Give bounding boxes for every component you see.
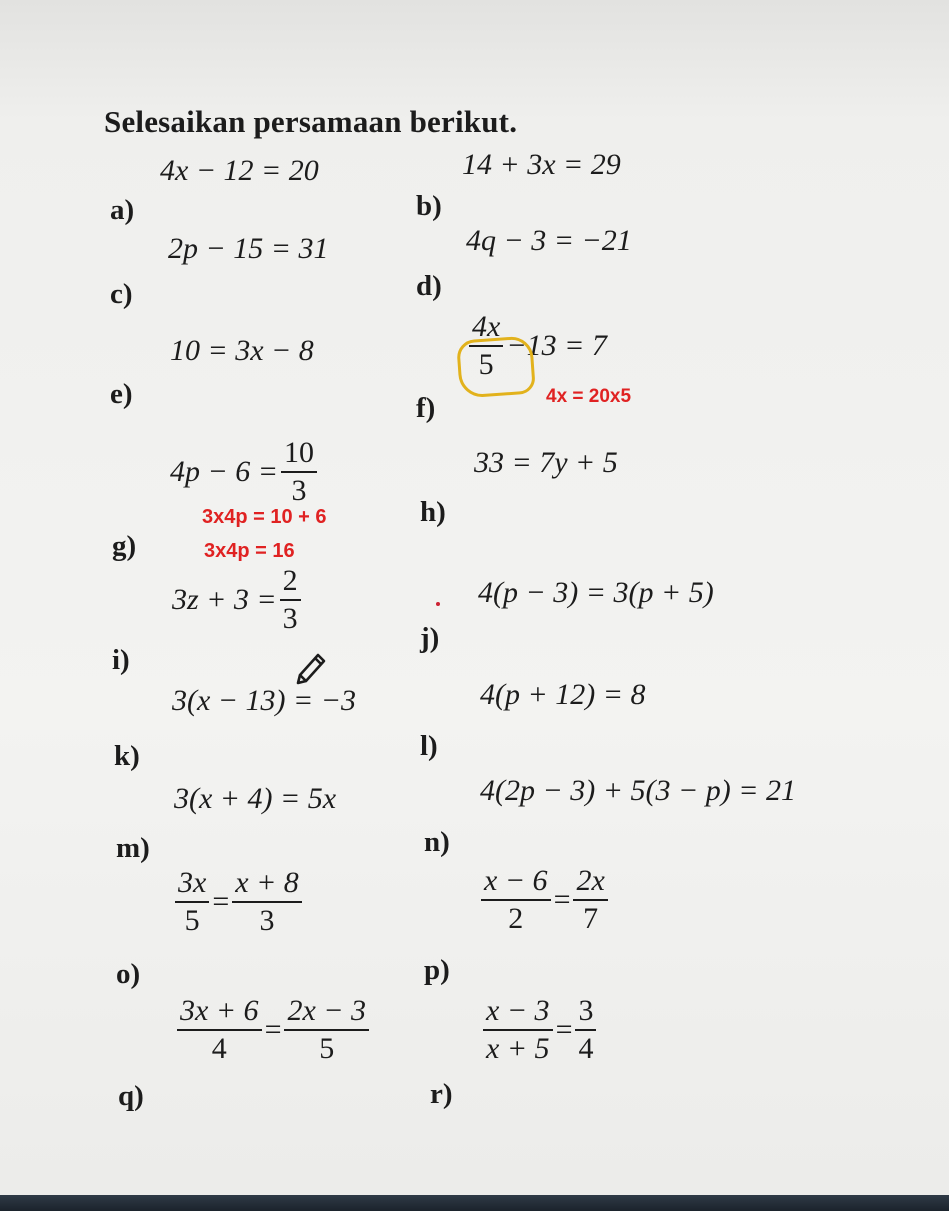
label-h: h) [420,496,446,528]
handwritten-work-g-2: 3x4p = 16 [204,540,295,562]
equation-e: 10 = 3x − 8 [170,334,314,367]
equation-h: 33 = 7y + 5 [474,446,618,479]
equation-j: 4(p − 3) = 3(p + 5) [478,576,714,609]
label-q: q) [118,1080,144,1112]
label-f: f) [416,392,436,424]
fraction: $\frac{x - 6}{2}$ [481,866,551,934]
label-l: l) [420,730,438,762]
equation-c: 2p − 15 = 31 [168,232,329,265]
screen-bottom-edge [0,1195,949,1211]
handwritten-work-f: 4x = 20x5 [546,386,632,407]
fraction: $\frac{x - 3}{x + 5}$ [483,996,553,1064]
fraction: $\frac{3x + 6}{4}$ [177,996,262,1064]
label-e: e) [110,378,133,410]
handwritten-work-g-1: 3x4p = 10 + 6 [202,506,327,528]
label-r: r) [430,1078,453,1110]
equation-b: 14 + 3x = 29 [462,148,621,181]
equation-f: $\frac{4x}{5}$ −13 = 7 [466,312,607,380]
label-m: m) [116,832,150,864]
equation-o: $\frac{3x}{5}$ = $\frac{x + 8}{3}$ [172,868,305,936]
equation-m: 3(x + 4) = 5x [174,782,337,815]
equation-r: $\frac{x - 3}{x + 5}$ = $\frac{3}{4}$ [480,996,599,1064]
equation-n: 4(2p − 3) + 5(3 − p) = 21 [480,774,796,807]
pencil-icon [290,645,332,687]
equation-p: $\frac{x - 6}{2}$ = $\frac{2x}{7}$ [478,866,611,934]
stray-mark [436,602,440,606]
label-o: o) [116,958,141,990]
equation-a: 4x − 12 = 20 [160,154,319,187]
equation-k: 3(x − 13) = −3 [172,684,357,717]
fraction: $\frac{10}{3}$ [281,438,317,506]
fraction: $\frac{3x}{5}$ [175,868,209,936]
label-g: g) [112,530,137,562]
highlight-circle [456,335,536,398]
equation-g: 4p − 6 = $\frac{10}{3}$ [170,438,320,506]
fraction: $\frac{x + 8}{3}$ [232,868,302,936]
worksheet-title: Selesaikan persamaan berikut. [104,104,518,139]
label-i: i) [112,644,130,676]
equation-l: 4(p + 12) = 8 [480,678,646,711]
equation-q: $\frac{3x + 6}{4}$ = $\frac{2x - 3}{5}$ [174,996,372,1064]
fraction: $\frac{2x - 3}{5}$ [284,996,369,1064]
label-j: j) [420,622,440,654]
equation-d: 4q − 3 = −21 [466,224,632,257]
label-c: c) [110,278,133,310]
label-n: n) [424,826,450,858]
label-d: d) [416,270,442,302]
equation-i: 3z + 3 = $\frac{2}{3}$ [172,566,304,634]
label-p: p) [424,954,450,986]
label-b: b) [416,190,442,222]
fraction: $\frac{4x}{5}$ [469,312,503,380]
label-k: k) [114,740,140,772]
fraction: $\frac{3}{4}$ [575,996,596,1064]
fraction: $\frac{2}{3}$ [280,566,301,634]
label-a: a) [110,194,135,226]
fraction: $\frac{2x}{7}$ [573,866,607,934]
